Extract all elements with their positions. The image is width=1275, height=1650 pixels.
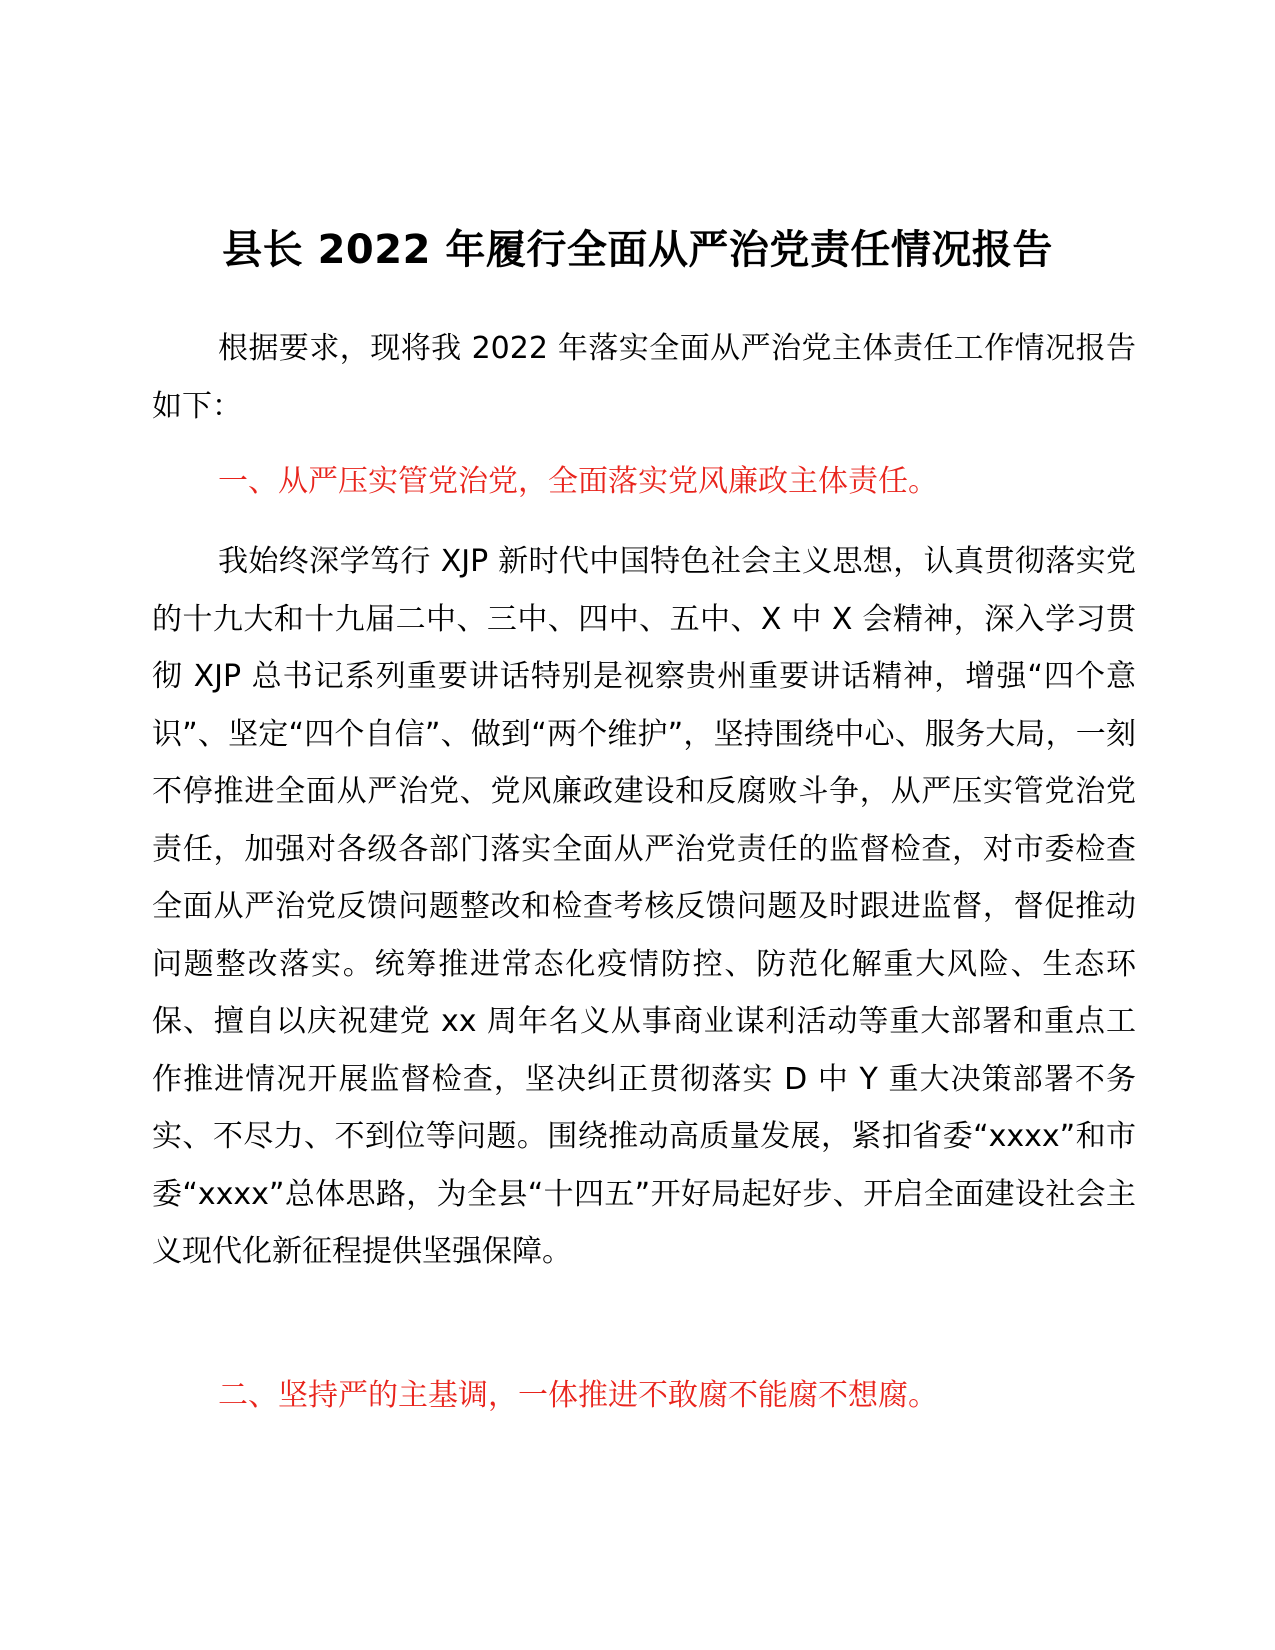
section-1-heading: 一、从严压实管党治党，全面落实党风廉政主体责任。	[218, 464, 938, 499]
page-title: 县长 2022 年履行全面从严治党责任情况报告	[222, 227, 1053, 273]
section-2-heading: 二、坚持严的主基调，一体推进不敢腐不能腐不想腐。	[218, 1378, 938, 1413]
section-1-body: 我始终深学笃行 XJP 新时代中国特色社会主义思想，认真贯彻落实党的十九大和十九届二中、三中、四中、五中、X 中 X 会精神，深入学习贯彻 XJP 总书记系列重要讲话特别是视察贵州重要讲话精神，增强“四个意识”、坚定“四个自信”、做到“两个维护”，坚持围绕中心、服务大局，一刻不停推进全面从严治党、党风廉政建设和反腐败斗争，从严压实管党治党责任，加强对各级各部门落实全面从严治党责任的监督检查，对市委检查全面从严治党反馈问题整改和检查考核反馈问题及时跟进监督，督促推动问题整改落实。统筹推进常态化疫情防控、防范化解重大风险、生态环保、擅自以庆祝建党 xx 周年名义从事商业谋利活动等重大部署和重点工作推进情况开展监督检查，坚决纠正贯彻落实 D 中 Y 重大决策部署不务实、不尽力、不到位等问题。围绕推动高质量发展，紧扣省委“xxxx”和市委“xxxx”总体思路，为全县“十四五”开好局起好步、开启全面建设社会主义现代化新征程提供坚强保障。	[152, 544, 1136, 1269]
intro-paragraph: 根据要求，现将我 2022 年落实全面从严治党主体责任工作情况报告如下：	[152, 331, 1136, 424]
